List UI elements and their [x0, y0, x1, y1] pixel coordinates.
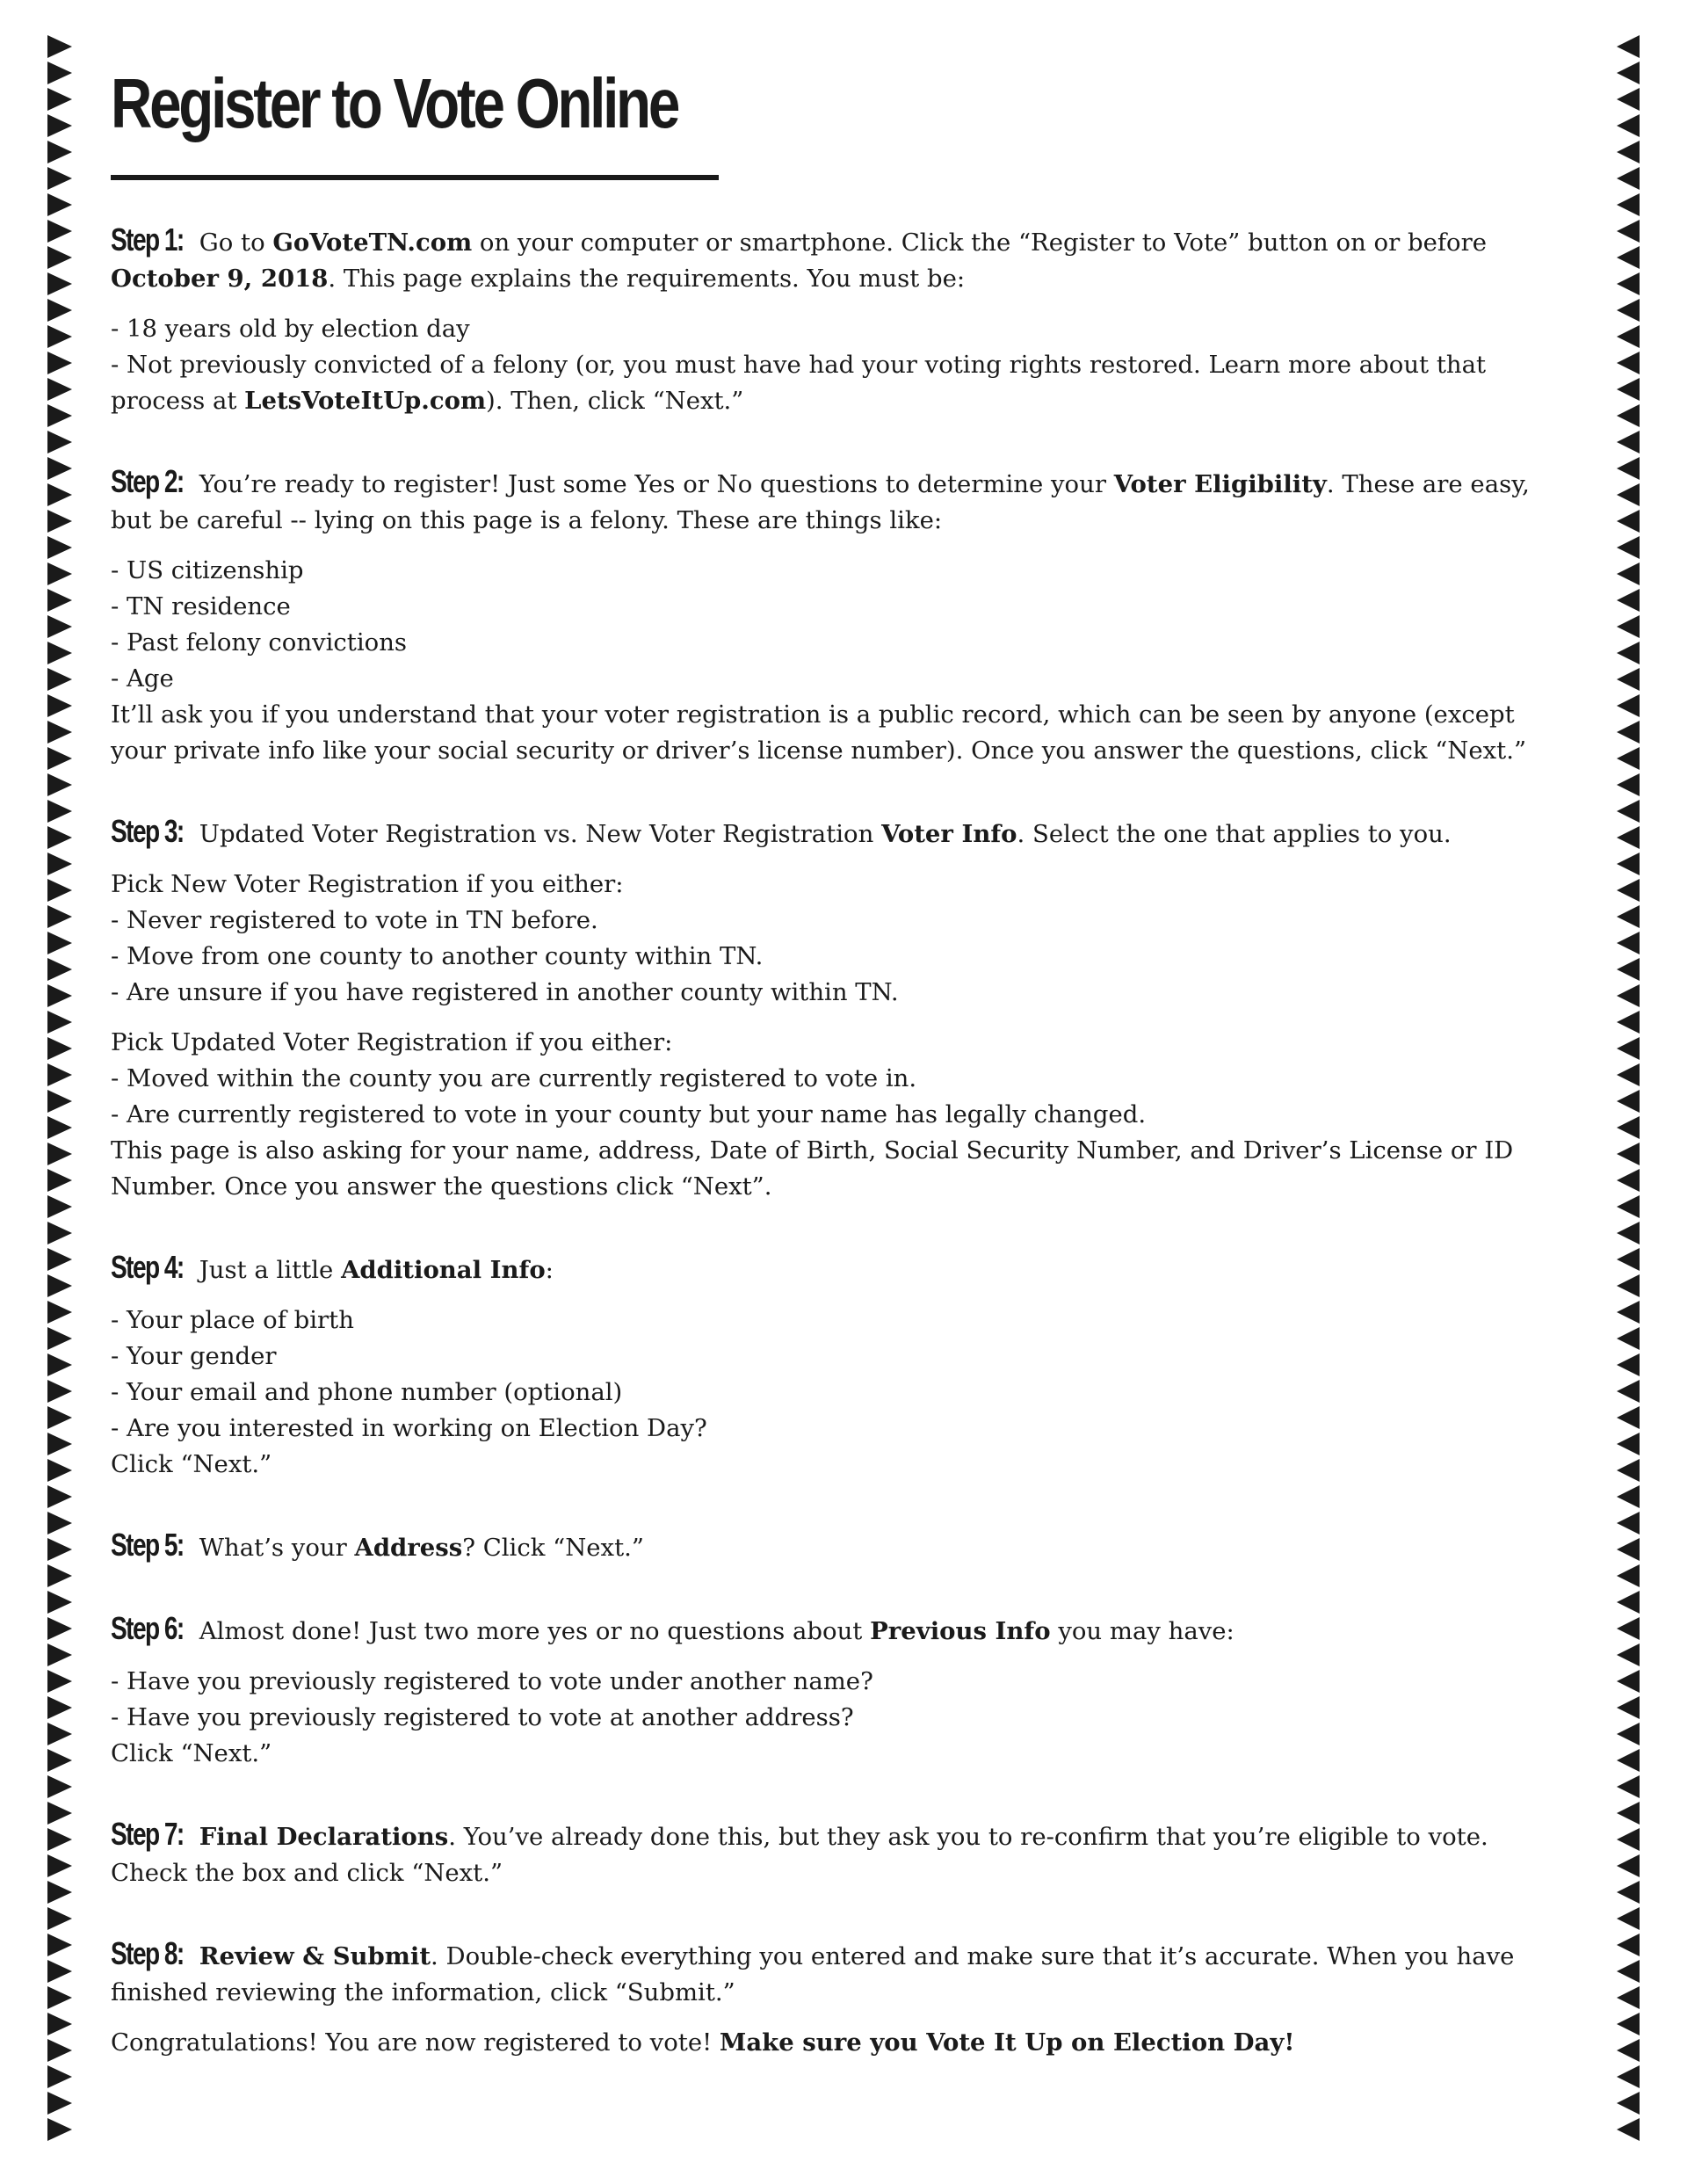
list-item: - TN residence: [111, 592, 291, 620]
border-triangle: [47, 1564, 72, 1587]
border-triangle: [47, 1195, 72, 1218]
border-triangle: [47, 562, 72, 585]
border-triangle: [47, 220, 72, 243]
border-triangle: [47, 2065, 72, 2088]
border-triangle: [1617, 2065, 1640, 2088]
congratulations-note: [111, 2025, 1560, 2061]
border-triangle: [1617, 1433, 1640, 1455]
step-8-label: Step 8:: [111, 1935, 184, 1971]
border-triangle: [1617, 193, 1640, 216]
border-triangle: [47, 879, 72, 902]
border-triangle: [1617, 141, 1640, 163]
step-6-intro: [111, 1610, 1560, 1650]
step-5-text-a: What’s your: [192, 1534, 355, 1562]
list-item: - Your email and phone number (optional): [111, 1378, 623, 1406]
border-triangle: [47, 1353, 72, 1376]
updated-registration-intro: Pick Updated Voter Registration if you either:: [111, 1028, 673, 1056]
border-triangle: [47, 246, 72, 269]
congratulations-text: Congratulations! You are now registered to vote!: [111, 2028, 720, 2057]
border-triangle: [1617, 114, 1640, 137]
border-triangle: [47, 1169, 72, 1192]
final-declarations-term: Final Declarations: [199, 1823, 449, 1851]
list-item: - Are currently registered to vote in your county but your name has legally changed.: [111, 1100, 1147, 1128]
step-8-text-b: . Double-check everything you entered and make sure that it’s accurate. When you have finished reviewing the information, click “Submit.”: [111, 1942, 1515, 2006]
border-triangle: [47, 1986, 72, 2009]
step-8: [111, 1935, 1560, 2061]
border-triangle: [47, 853, 72, 875]
border-triangle: [47, 1960, 72, 1983]
border-triangle: [47, 589, 72, 612]
border-triangle: [1617, 668, 1640, 691]
border-triangle: [47, 1723, 72, 1745]
step-1-text-d: ). Then, click “Next.”: [486, 387, 744, 415]
border-triangle: [1617, 483, 1640, 506]
border-triangle: [1617, 1723, 1640, 1745]
border-triangle: [1617, 1749, 1640, 1772]
step-2: [111, 463, 1560, 769]
voter-eligibility-term: Voter Eligibility: [1113, 470, 1327, 498]
border-triangle: [1617, 1327, 1640, 1350]
step-6-text-a: Almost done! Just two more yes or no questions about: [192, 1617, 871, 1645]
border-triangle: [47, 1116, 72, 1139]
border-triangle: [47, 1433, 72, 1455]
border-triangle: [47, 272, 72, 295]
border-triangle: [47, 1512, 72, 1535]
border-triangle: [1617, 2118, 1640, 2141]
border-triangle: [1617, 1828, 1640, 1851]
border-triangle: [47, 826, 72, 849]
border-triangle: [47, 483, 72, 506]
address-term: Address: [354, 1534, 463, 1562]
border-triangle: [1617, 536, 1640, 559]
right-triangle-border: [1613, 35, 1645, 2144]
letsvoteitup-link: LetsVoteItUp.com: [244, 387, 487, 415]
border-triangle: [47, 932, 72, 954]
right-triangle-border-graphic: [1613, 35, 1645, 2144]
border-triangle: [1617, 220, 1640, 243]
border-triangle: [1617, 879, 1640, 902]
border-triangle: [47, 431, 72, 453]
border-triangle: [1617, 615, 1640, 638]
border-triangle: [47, 984, 72, 1007]
border-triangle: [47, 1406, 72, 1429]
border-triangle: [47, 694, 72, 717]
step-2-list: [111, 553, 1560, 697]
border-triangle: [1617, 589, 1640, 612]
border-triangle: [1617, 1802, 1640, 1825]
border-triangle: [1617, 1881, 1640, 1904]
border-triangle: [1617, 1485, 1640, 1508]
border-triangle: [47, 1670, 72, 1693]
step-7-intro: [111, 1816, 1560, 1855]
step-3: [111, 813, 1560, 1205]
border-triangle: [47, 1538, 72, 1561]
border-triangle: [1617, 352, 1640, 374]
border-triangle: [47, 1881, 72, 1904]
instructions-body: [111, 221, 1560, 2105]
border-triangle: [1617, 1169, 1640, 1192]
border-triangle: [1617, 1617, 1640, 1640]
step-6-text-b: you may have:: [1050, 1617, 1234, 1645]
new-registration-intro: Pick New Voter Registration if you either:: [111, 870, 624, 898]
list-item: - Move from one county to another county within TN.: [111, 942, 764, 970]
border-triangle: [47, 1063, 72, 1086]
border-triangle: [1617, 853, 1640, 875]
border-triangle: [1617, 747, 1640, 770]
border-triangle: [47, 378, 72, 401]
step-4-text-a: Just a little: [192, 1256, 342, 1284]
border-triangle: [47, 773, 72, 796]
border-triangle: [47, 536, 72, 559]
border-triangle: [47, 1459, 72, 1482]
border-triangle: [1617, 1670, 1640, 1693]
border-triangle: [47, 1591, 72, 1614]
step-3-text-a: Updated Voter Registration vs. New Voter Registration: [192, 820, 882, 848]
border-triangle: [47, 1222, 72, 1244]
step-4: [111, 1249, 1560, 1483]
step-1-felony-text: - Not previously convicted of a felony (or, you must have had your voting rights restored. Learn more about that process at: [111, 351, 1487, 415]
border-triangle: [47, 2039, 72, 2062]
border-triangle: [47, 2013, 72, 2035]
border-triangle: [47, 1854, 72, 1877]
step-1-requirement-age: - 18 years old by election day: [111, 315, 470, 343]
left-triangle-border-graphic: [46, 35, 77, 2144]
border-triangle: [47, 958, 72, 981]
border-triangle: [1617, 1011, 1640, 1034]
step-5-label: Step 5:: [111, 1527, 184, 1563]
border-triangle: [1617, 984, 1640, 1007]
step-4-text-b: :: [545, 1256, 554, 1284]
step-5: [111, 1527, 1560, 1566]
border-triangle: [1617, 826, 1640, 849]
list-item: - Are unsure if you have registered in another county within TN.: [111, 978, 899, 1006]
step-2-text-a: You’re ready to register! Just some Yes or No questions to determine your: [192, 470, 1114, 498]
border-triangle: [1617, 1116, 1640, 1139]
additional-info-term: Additional Info: [341, 1256, 546, 1284]
border-triangle: [1617, 62, 1640, 84]
border-triangle: [1617, 1353, 1640, 1376]
border-triangle: [1617, 932, 1640, 954]
step-1-requirement-felony: [111, 347, 1560, 419]
step-3-info-note: This page is also asking for your name, address, Date of Birth, Social Security Number, and Driver’s License or ID Number. Once you answer the questions click “Next”.: [111, 1136, 1514, 1201]
border-triangle: [1617, 1222, 1640, 1244]
border-triangle: [47, 1775, 72, 1798]
step-2-label: Step 2:: [111, 463, 184, 499]
border-triangle: [47, 642, 72, 664]
border-triangle: [1617, 1195, 1640, 1218]
step-1-text-b: on your computer or smartphone. Click the “Register to Vote” button on or before: [472, 229, 1487, 257]
step-1-text-c: . This page explains the requirements. You must be:: [328, 265, 966, 293]
border-triangle: [47, 88, 72, 111]
step-4-list: [111, 1302, 1560, 1447]
border-triangle: [1617, 773, 1640, 796]
list-item: - Your gender: [111, 1342, 277, 1370]
step-8-text-a: [192, 1942, 199, 1970]
border-triangle: [47, 1143, 72, 1165]
step-7: [111, 1816, 1560, 1891]
border-triangle: [47, 457, 72, 480]
border-triangle: [47, 1802, 72, 1825]
list-item: - Moved within the county you are currently registered to vote in.: [111, 1064, 917, 1092]
border-triangle: [47, 1274, 72, 1297]
updated-registration-list: [111, 1061, 1560, 1133]
border-triangle: [1617, 562, 1640, 585]
border-triangle: [47, 141, 72, 163]
step-7-text-a: [192, 1823, 199, 1851]
govotetn-link: GoVoteTN.com: [272, 229, 473, 257]
border-triangle: [47, 1248, 72, 1271]
border-triangle: [1617, 299, 1640, 322]
border-triangle: [1617, 1037, 1640, 1060]
border-triangle: [47, 1617, 72, 1640]
border-triangle: [1617, 431, 1640, 453]
list-item: - Have you previously registered to vote at another address?: [111, 1703, 854, 1731]
border-triangle: [47, 1485, 72, 1508]
registration-deadline: October 9, 2018: [111, 265, 329, 293]
border-triangle: [1617, 2092, 1640, 2115]
list-item: - Age: [111, 664, 174, 693]
border-triangle: [1617, 246, 1640, 269]
step-2-public-record-note: It’ll ask you if you understand that your voter registration is a public record, which can be seen by anyone (except your private info like your social security or driver’s license number). Once you answer the questions, click “Next.”: [111, 700, 1527, 765]
border-triangle: [1617, 2013, 1640, 2035]
step-4-intro: [111, 1249, 1560, 1288]
border-triangle: [47, 1934, 72, 1956]
border-triangle: [47, 1749, 72, 1772]
border-triangle: [1617, 1854, 1640, 1877]
border-triangle: [1617, 1274, 1640, 1297]
border-triangle: [1617, 510, 1640, 533]
border-triangle: [47, 404, 72, 427]
list-item: - Your place of birth: [111, 1306, 354, 1334]
border-triangle: [1617, 1934, 1640, 1956]
left-triangle-border: [46, 35, 77, 2144]
border-triangle: [47, 1643, 72, 1666]
border-triangle: [1617, 1380, 1640, 1403]
border-triangle: [47, 2092, 72, 2115]
border-triangle: [1617, 1406, 1640, 1429]
border-triangle: [1617, 1696, 1640, 1719]
border-triangle: [47, 668, 72, 691]
border-triangle: [1617, 800, 1640, 823]
step-7-text-b: . You’ve already done this, but they ask you to re-confirm that you’re eligible to vote.: [448, 1823, 1488, 1851]
border-triangle: [47, 167, 72, 190]
border-triangle: [1617, 958, 1640, 981]
step-6: [111, 1610, 1560, 1772]
title-underline: [111, 175, 719, 180]
border-triangle: [1617, 1459, 1640, 1482]
border-triangle: [47, 62, 72, 84]
list-item: - Past felony convictions: [111, 628, 408, 657]
step-7-label: Step 7:: [111, 1816, 184, 1852]
border-triangle: [47, 193, 72, 216]
new-registration-list: [111, 903, 1560, 1011]
step-3-label: Step 3:: [111, 813, 184, 849]
border-triangle: [1617, 457, 1640, 480]
border-triangle: [47, 1380, 72, 1403]
border-triangle: [1617, 1591, 1640, 1614]
border-triangle: [47, 1090, 72, 1113]
vote-it-up-callout: Make sure you Vote It Up on Election Day!: [719, 2028, 1295, 2057]
border-triangle: [47, 299, 72, 322]
border-triangle: [47, 1828, 72, 1851]
border-triangle: [47, 1011, 72, 1034]
list-item: - Are you interested in working on Election Day?: [111, 1414, 707, 1442]
border-triangle: [47, 747, 72, 770]
step-7-next-note: Check the box and click “Next.”: [111, 1859, 503, 1887]
border-triangle: [1617, 1063, 1640, 1086]
border-triangle: [1617, 1775, 1640, 1798]
border-triangle: [47, 352, 72, 374]
step-4-next-note: Click “Next.”: [111, 1450, 272, 1478]
border-triangle: [47, 1907, 72, 1930]
list-item: - US citizenship: [111, 556, 304, 584]
border-triangle: [1617, 167, 1640, 190]
step-1: [111, 221, 1560, 419]
border-triangle: [47, 2118, 72, 2141]
border-triangle: [47, 114, 72, 137]
border-triangle: [47, 1327, 72, 1350]
step-1-text-a: Go to: [192, 229, 273, 257]
border-triangle: [1617, 1512, 1640, 1535]
border-triangle: [1617, 378, 1640, 401]
border-triangle: [1617, 404, 1640, 427]
border-triangle: [1617, 272, 1640, 295]
border-triangle: [1617, 1907, 1640, 1930]
step-5-text-b: ? Click “Next.”: [462, 1534, 644, 1562]
border-triangle: [1617, 1301, 1640, 1324]
border-triangle: [1617, 721, 1640, 744]
border-triangle: [1617, 1090, 1640, 1113]
border-triangle: [1617, 1986, 1640, 2009]
border-triangle: [47, 615, 72, 638]
border-triangle: [1617, 1143, 1640, 1165]
border-triangle: [1617, 642, 1640, 664]
step-2-text-b: . These are easy, but be careful -- lying on this page is a felony. These are things like:: [111, 470, 1530, 534]
step-1-label: Step 1:: [111, 221, 184, 258]
previous-info-term: Previous Info: [870, 1617, 1051, 1645]
border-triangle: [47, 800, 72, 823]
border-triangle: [1617, 1248, 1640, 1271]
step-6-list: [111, 1664, 1560, 1736]
step-8-intro: [111, 1935, 1560, 2011]
step-4-label: Step 4:: [111, 1249, 184, 1285]
border-triangle: [1617, 35, 1640, 58]
border-triangle: [1617, 694, 1640, 717]
step-5-intro: [111, 1527, 1560, 1566]
page-title: Register to Vote Online: [111, 64, 678, 142]
border-triangle: [1617, 1960, 1640, 1983]
border-triangle: [47, 1037, 72, 1060]
border-triangle: [1617, 1538, 1640, 1561]
border-triangle: [1617, 1564, 1640, 1587]
border-triangle: [1617, 2039, 1640, 2062]
border-triangle: [47, 325, 72, 348]
border-triangle: [47, 721, 72, 744]
list-item: - Have you previously registered to vote under another name?: [111, 1667, 873, 1695]
border-triangle: [47, 510, 72, 533]
border-triangle: [47, 1301, 72, 1324]
border-triangle: [1617, 905, 1640, 928]
border-triangle: [47, 35, 72, 58]
voter-info-term: Voter Info: [881, 820, 1017, 848]
step-3-intro: [111, 813, 1560, 853]
border-triangle: [47, 1696, 72, 1719]
step-1-intro: [111, 221, 1560, 297]
border-triangle: [1617, 325, 1640, 348]
border-triangle: [1617, 88, 1640, 111]
list-item: - Never registered to vote in TN before.: [111, 906, 598, 934]
step-3-text-b: . Select the one that applies to you.: [1017, 820, 1452, 848]
step-6-next-note: Click “Next.”: [111, 1739, 272, 1767]
border-triangle: [1617, 1643, 1640, 1666]
border-triangle: [47, 905, 72, 928]
step-2-intro: [111, 463, 1560, 539]
review-submit-term: Review & Submit: [199, 1942, 431, 1970]
step-6-label: Step 6:: [111, 1610, 184, 1646]
